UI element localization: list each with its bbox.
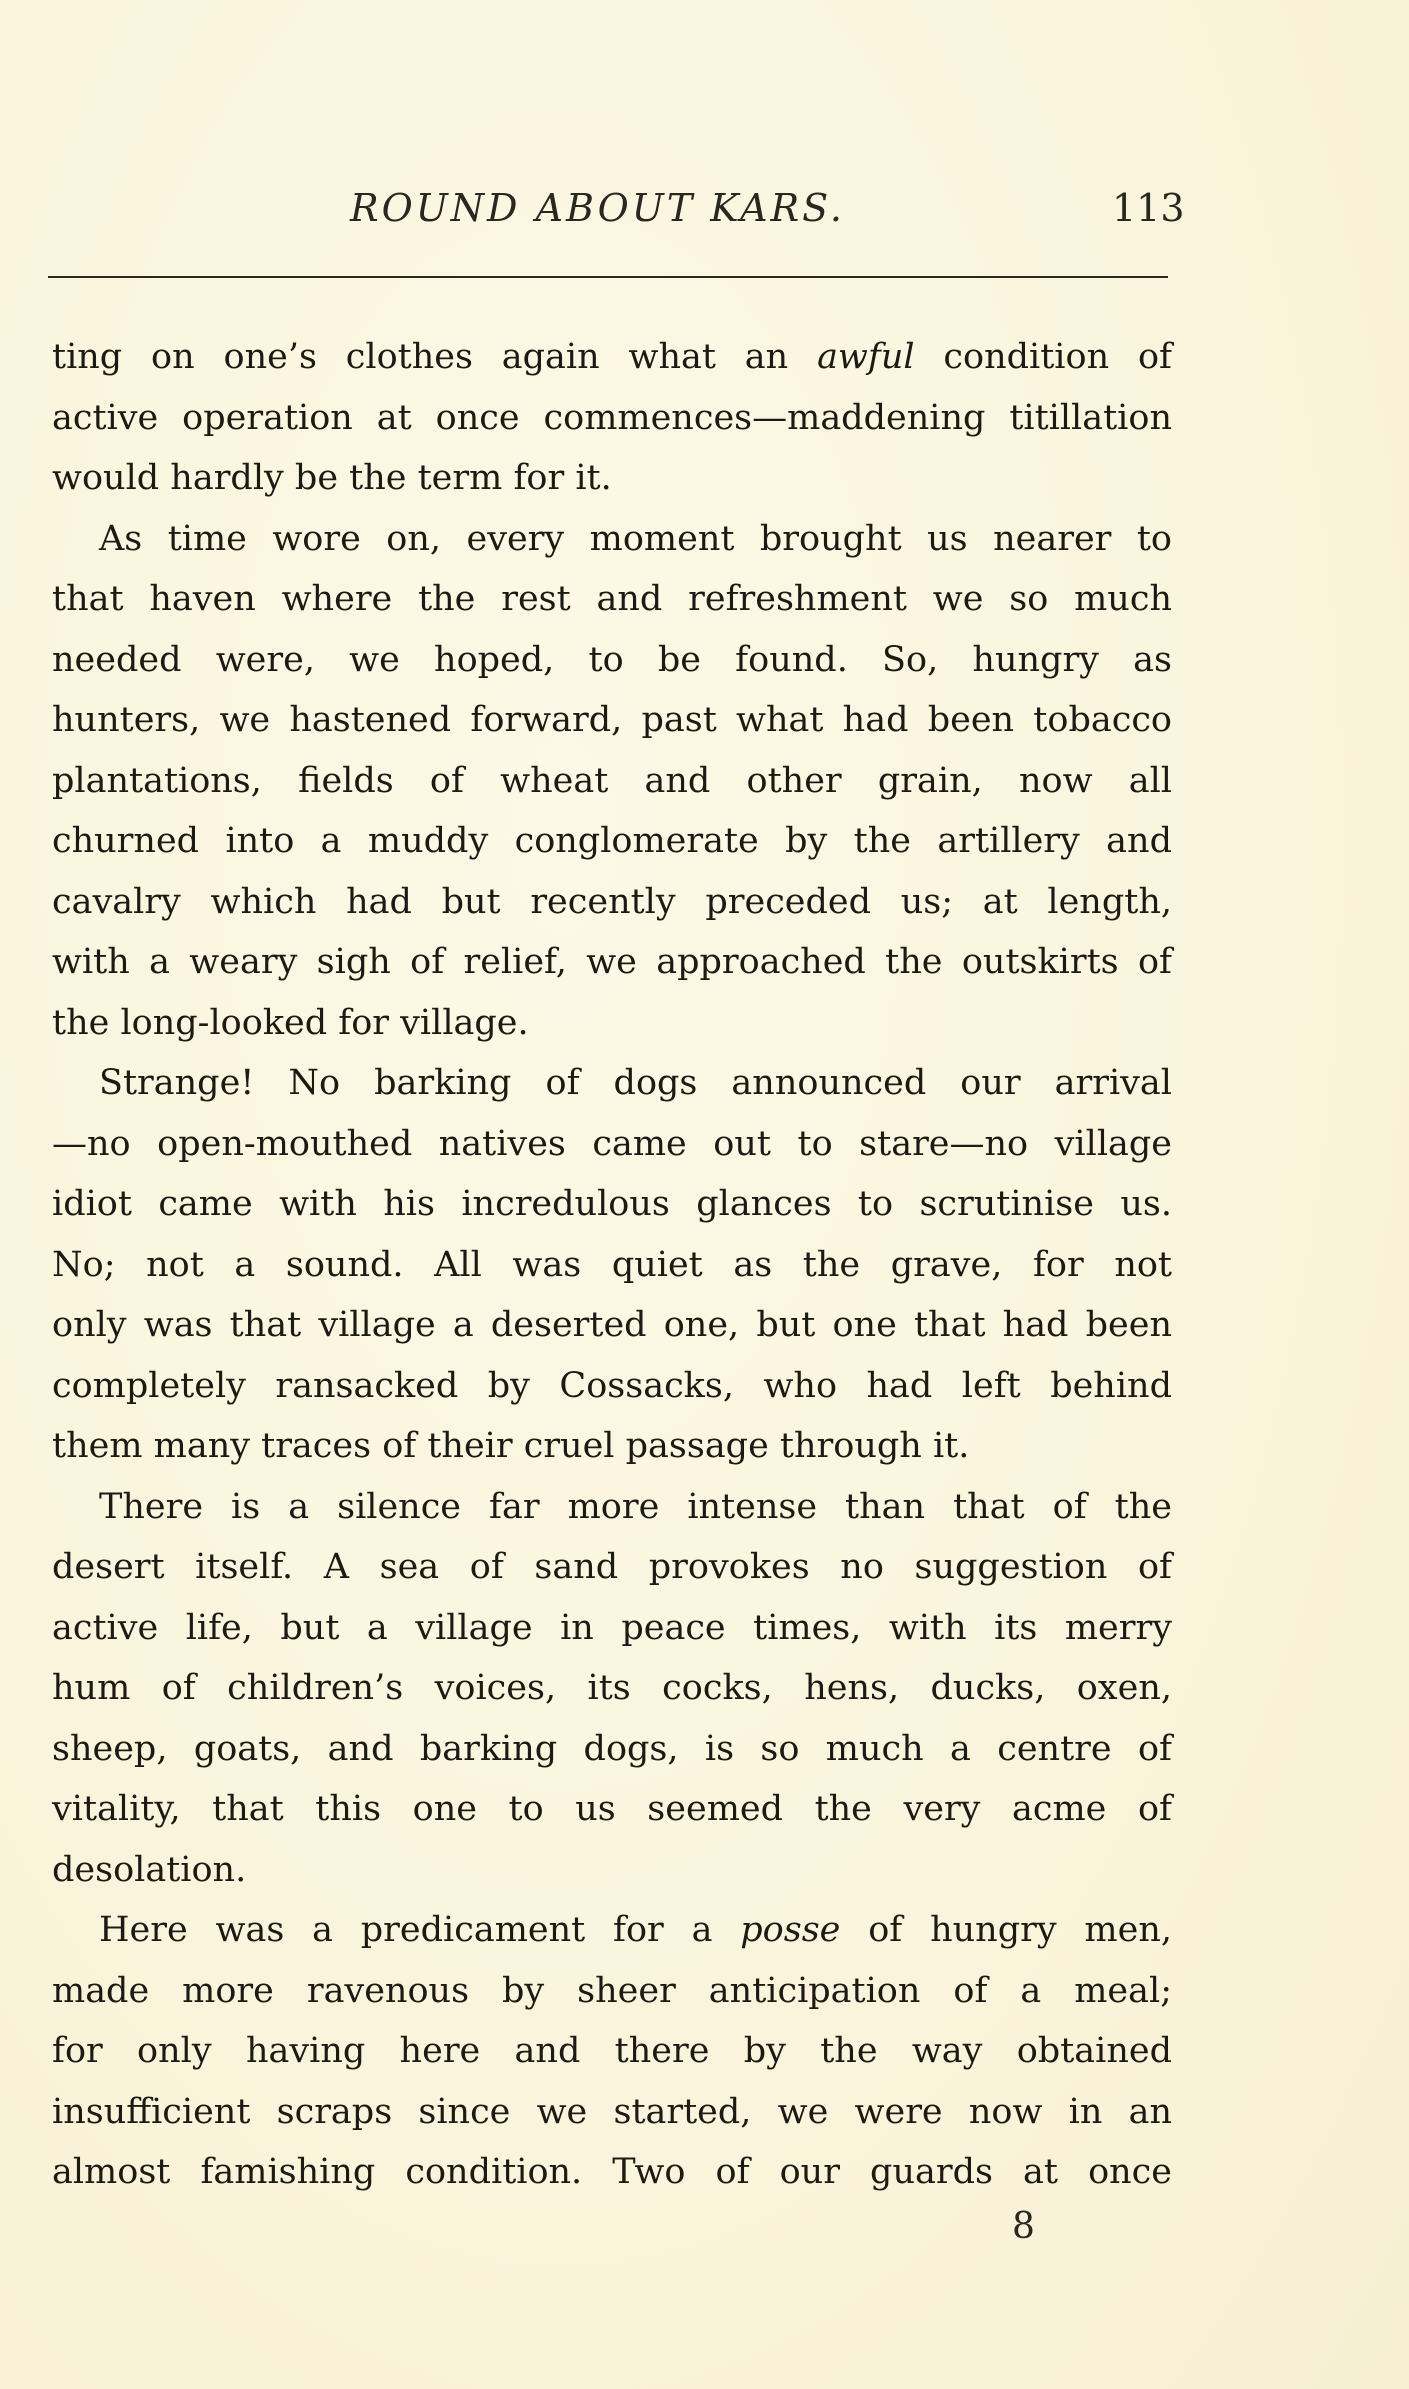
text-line: cavalry which had but recently preceded us; at length, (52, 881, 1172, 922)
text-line: only was that village a deserted one, but one that had been (52, 1305, 1172, 1345)
text-line: would hardly be the term for it. (52, 458, 612, 498)
text-line: hum of children’s voices, its cocks, hens, ducks, oxen, (52, 1668, 1172, 1708)
text-line: desert itself. A sea of sand provokes no suggestion of (52, 1547, 1172, 1587)
running-head: ROUND ABOUT KARS. (350, 186, 845, 230)
text-line: completely ransacked by Cossacks, who had left behind (52, 1365, 1172, 1406)
text-line: ting on one’s clothes again what an awful condition of (52, 337, 1172, 377)
text-line: As time wore on, every moment brought us nearer to (99, 518, 1172, 559)
body-text (52, 327, 1172, 2203)
signature-mark: 8 (1012, 2206, 1035, 2247)
text-line: —no open-mouthed natives came out to stare—no village (52, 1123, 1172, 1164)
text-line: the long-looked for village. (52, 1002, 529, 1043)
text-line: active life, but a village in peace times, with its merry (52, 1607, 1172, 1648)
text-line: hunters, we hastened forward, past what had been tobacco (52, 700, 1172, 740)
text-line: with a weary sigh of relief, we approached the outskirts of (52, 942, 1172, 982)
page-number: 113 (1112, 186, 1185, 230)
text-line: needed were, we hoped, to be found. So, hungry as (52, 639, 1172, 680)
text-line: idiot came with his incredulous glances to scrutinise us. (52, 1184, 1172, 1224)
text-line: churned into a muddy conglomerate by the artillery and (52, 821, 1172, 861)
text-line: desolation. (52, 1849, 247, 1890)
text-line: vitality, that this one to us seemed the very acme of (52, 1789, 1172, 1829)
text-line: insufficient scraps since we started, we were now in an (52, 2091, 1172, 2132)
text-line: No; not a sound. All was quiet as the grave, for not (52, 1244, 1172, 1285)
page-header (0, 186, 1409, 246)
text-line: Here was a predicament for a posse of hungry men, (99, 1910, 1172, 1950)
text-line: for only having here and there by the way obtained (52, 2031, 1172, 2071)
text-line: that haven where the rest and refreshment we so much (52, 579, 1172, 619)
text-line: made more ravenous by sheer anticipation of a meal; (52, 1970, 1172, 2011)
text-line: There is a silence far more intense than that of the (99, 1486, 1172, 1527)
text-line: Strange! No barking of dogs announced our arrival (99, 1063, 1172, 1103)
emphasis: awful (817, 337, 915, 377)
emphasis: posse (740, 1910, 841, 1950)
text-line: almost famishing condition. Two of our guards at once (52, 2152, 1172, 2192)
text-line: active operation at once commences—maddening titillation (52, 397, 1172, 438)
header-rule (48, 276, 1168, 278)
text-line: sheep, goats, and barking dogs, is so much a centre of (52, 1728, 1172, 1769)
text-line: plantations, fields of wheat and other grain, now all (52, 760, 1172, 801)
text-line: them many traces of their cruel passage through it. (52, 1426, 970, 1466)
